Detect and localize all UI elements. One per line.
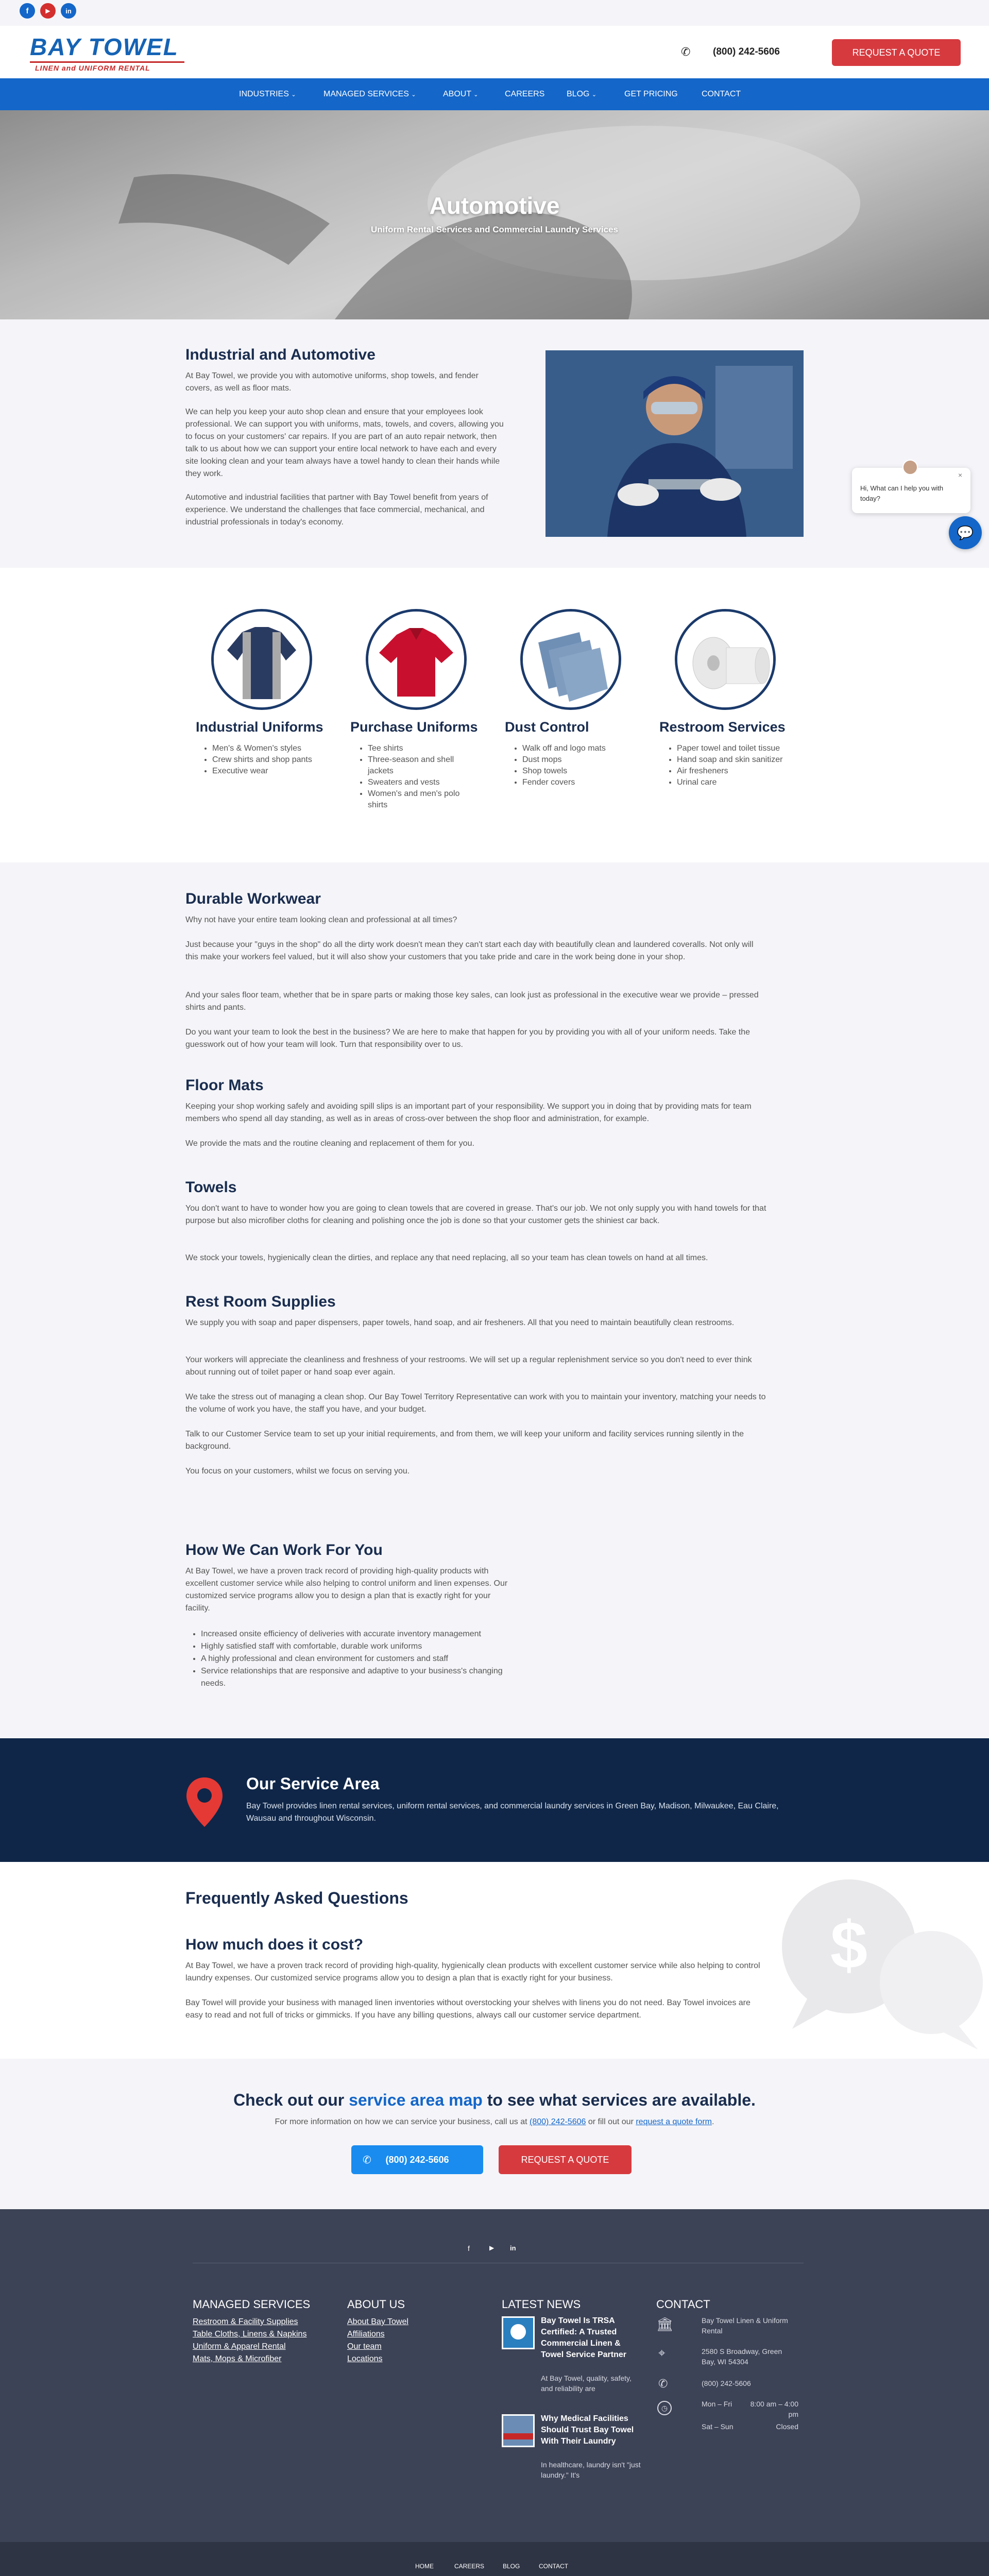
list-item: • Paper towel and toilet tissue [677,743,800,754]
restroom-paragraph-2: Your workers will appreciate the cleanliness and freshness of your restrooms. We will set up a regular replenishment service so you don't need to ever think about running out of toilet paper or hand soap ever again. [185,1355,752,1377]
logo[interactable]: BAY TOWEL [30,33,179,60]
content-section [0,862,989,1738]
durable-heading: Durable Workwear [185,890,321,907]
page-subtitle: Uniform Rental Services and Commercial Laundry Services [371,225,618,234]
call-button[interactable] [351,2145,483,2174]
faq-question: How much does it cost? [185,1936,364,1953]
service-title: Industrial Uniforms [196,719,323,735]
page-title: Automotive [429,192,560,219]
mechanic-photo [545,350,804,537]
list-item: • Three-season and shell jackets [368,754,476,777]
cta-quote-button[interactable]: REQUEST A QUOTE [499,2145,632,2174]
durable-paragraph-3: And your sales floor team, whether that be in spare parts or making those key sales, can look just as professional in the executive wear we provide – pressed shirts and pants. [185,991,759,1012]
location-icon: ⌖ [658,2346,666,2360]
chat-popup[interactable] [852,468,970,513]
list-item: • Walk off and logo mats [522,743,630,754]
list-item: • Tee shirts [368,743,476,754]
chevron-down-icon: ⌄ [591,92,597,98]
pricing-bubble-icon [761,1874,989,2059]
chevron-down-icon: ⌄ [473,92,479,98]
cta-subtext-text: or fill out our [586,2117,636,2126]
svg-text:$: $ [830,1907,868,1982]
footer-link[interactable]: About Bay Towel [347,2317,408,2326]
service-area-heading: Our Service Area [246,1774,380,1793]
dust-control-image [520,609,621,710]
footer-link[interactable]: Mats, Mops & Microfiber [193,2354,282,2363]
bottom-bar [0,2542,989,2576]
how-heading: How We Can Work For You [185,1541,383,1558]
service-title: Purchase Uniforms [350,719,478,735]
floor-paragraph-2: We provide the mats and the routine cleaning and replacement of them for you. [185,1139,474,1148]
hours-value: 8:00 am – 4:00 pm [750,2400,798,2418]
list-item: • Shop towels [522,766,630,777]
service-title: Restroom Services [659,719,786,735]
service-area-map-link[interactable]: service area map [349,2091,483,2109]
nav-item-get-pricing[interactable]: GET PRICING [624,90,678,98]
bottom-link-contact[interactable]: CONTACT [539,2563,569,2570]
about-us-title: ABOUT US [347,2298,405,2311]
footer-link[interactable]: Affiliations [347,2330,385,2338]
footer-link[interactable]: Uniform & Apparel Rental [193,2342,286,2351]
intro-paragraph-3: Automotive and industrial facilities that partner with Bay Towel benefit from years of experience. We understand the challenges that face commercial, mechanical, and industrial professionals in today's economy. [185,493,488,527]
cta-section [0,2059,989,2209]
faq-answer-2: Bay Towel will provide your business with managed linen inventories without overstocking your shelves with linens you do not need. Bay Towel invoices are easy to read and not full of tricks or gimmicks. If you have any billing questions, always call our customer service department. [185,1998,751,2020]
facebook-icon[interactable]: f [20,3,35,19]
hours-value: Closed [776,2422,798,2431]
floor-paragraph-1: Keeping your shop working safely and avoiding spill slips is an important part of your responsibility. We support you in doing that by providing mats for team members who spend all day standing, as well as in areas of cross-over between the shop floor and administration, for example. [185,1102,752,1123]
towels-paragraph-1: You don't want to have to wonder how you are going to clean towels that are covered in grease. That's our job. We not only supply you with hand towels for that purpose but also microfiber cloths for cleaning and polishing once the job is done so that your customer gets the shiniest car back. [185,1204,766,1225]
how-paragraph: At Bay Towel, we have a proven track record of providing high-quality products with excellent customer service while also helping to control uniform and linen expenses. Our customized service programs allow you to design a plan that is exactly right for your facility. [185,1567,508,1613]
durable-paragraph-4: Do you want your team to look the best in the business? We are here to make that happen for you by providing you with all of your uniform needs. Take the guesswork out of how your team will look. Turn that responsibility over to us. [185,1028,751,1049]
bottom-link-home[interactable]: HOME [415,2563,434,2570]
industrial-uniforms-image [211,609,312,710]
list-item: • Women's and men's polo shirts [368,788,476,811]
service-list [667,743,800,788]
logo-underline [30,61,184,63]
service-list [512,743,630,788]
cta-subtext [0,2117,989,2127]
nav-item-about[interactable]: ABOUT ⌄ [443,90,479,98]
list-item: • A highly professional and clean environment for customers and staff [201,1653,515,1665]
durable-paragraph-2: Just because your "guys in the shop" do all the dirty work doesn't mean they can't start each day with beautifully clean and laundered coveralls. Not only will this make your workers feel valued, but it will also show your customers that you take pride and care in the work being done in your shop. [185,940,754,961]
faq-answer-1: At Bay Towel, we have a proven track record of providing high-quality, hygienically clean products with excellent customer service while also helping to control laundry expenses. Our customized service programs allow you to design a plan that is exactly right for your business. [185,1961,760,1982]
company-name: Bay Towel Linen & Uniform Rental [702,2316,788,2335]
footer-link[interactable]: Locations [347,2354,383,2363]
nav-item-careers[interactable]: CAREERS [505,90,545,98]
service-area-band [0,1738,989,1862]
linkedin-icon[interactable]: in [61,3,76,19]
restroom-heading: Rest Room Supplies [185,1293,336,1310]
service-list [202,743,326,777]
news-thumbnail[interactable] [502,2316,535,2349]
close-icon[interactable]: × [958,471,963,479]
restroom-paragraph-3: We take the stress out of managing a clean shop. Our Bay Towel Territory Representative can work with you to maintain your inventory, matching your needs to the volume of work you have, the staff you have, and your budget. [185,1393,766,1414]
clock-icon: ◷ [657,2401,672,2415]
nav-item-industries[interactable]: INDUSTRIES ⌄ [239,90,296,98]
hours-label: Sat – Sun [702,2422,734,2431]
main-nav [0,78,989,110]
bottom-link-blog[interactable]: BLOG [503,2563,520,2570]
chevron-down-icon: ⌄ [291,92,296,98]
service-area-text: Bay Towel provides linen rental services, uniform rental services, and commercial laundry services in Green Bay, Madison, Milwaukee, Eau Claire, Wausau and throughout Wisconsin. [246,1802,779,1823]
news-title[interactable]: Bay Towel Is TRSA Certified: A Trusted Commercial Linen & Towel Service Partner [541,2316,626,2359]
call-button-label: (800) 242-5606 [385,2154,449,2165]
service-title: Dust Control [505,719,589,735]
cta-subtext-text: . [711,2117,714,2126]
list-item: • Dust mops [522,754,630,766]
restroom-paragraph-5: You focus on your customers, whilst we focus on serving you. [185,1467,410,1476]
map-pin-icon [184,1775,225,1829]
news-excerpt: In healthcare, laundry isn't "just laundry." It's [541,2461,641,2479]
intro-section [0,319,989,568]
faq-section [0,1862,989,2059]
intro-heading: Industrial and Automotive [185,346,376,363]
nav-item-blog[interactable]: BLOG ⌄ [567,90,597,98]
list-item: • Fender covers [522,777,630,788]
footer-phone[interactable]: (800) 242-5606 [702,2379,751,2387]
chevron-down-icon: ⌄ [411,92,416,98]
durable-paragraph-1: Why not have your entire team looking clean and professional at all times? [185,916,457,924]
nav-item-managed-services[interactable]: MANAGED SERVICES ⌄ [323,90,416,98]
towels-paragraph-2: We stock your towels, hygienically clean the dirties, and replace any that need replacing, all so your team has clean towels on hand at all times. [185,1253,708,1262]
floor-mats-heading: Floor Mats [185,1077,264,1094]
list-item: • Increased onsite efficiency of deliveries with accurate inventory management [201,1628,515,1640]
social-bar [0,0,989,26]
chat-launcher-icon[interactable]: 💬 [949,516,982,549]
service-list [357,743,476,811]
youtube-icon[interactable]: ▶ [489,2244,494,2251]
list-item: • Air fresheners [677,766,800,777]
restroom-paragraph-4: Talk to our Customer Service team to set up your initial requirements, and from them, we will keep your uniform and facility services running silently in the background. [185,1430,744,1451]
facebook-icon[interactable]: f [468,2244,470,2252]
faq-heading: Frequently Asked Questions [185,1889,408,1907]
list-item: • Executive wear [212,766,326,777]
site-header [0,26,989,78]
header-phone[interactable]: (800) 242-5606 [713,46,780,57]
building-icon: 🏛 [656,2316,674,2332]
news-thumbnail[interactable] [502,2414,535,2447]
intro-paragraph-1: At Bay Towel, we provide you with automotive uniforms, shop towels, and fender covers, as well as floor mats. [185,371,479,393]
towels-heading: Towels [185,1179,237,1196]
bottom-link-careers[interactable]: CAREERS [454,2563,485,2570]
managed-services-title: MANAGED SERVICES [193,2298,311,2311]
purchase-uniforms-image [366,609,467,710]
list-item: • Urinal care [677,777,800,788]
footer-link[interactable]: Our team [347,2342,382,2351]
intro-paragraph-2: We can help you keep your auto shop clean and ensure that your employees look professional. We can support you with uniforms, mats, towels, and covers, allowing you to focus on your customers' car repairs. If you are part of an auto repair network, then talk to us about how we can support your entire local network to have each and every site looking clean and your team always have a towel handy to clean their hands while they work. [185,408,504,478]
chat-message: Hi, What can I help you with today? [860,484,944,502]
phone-icon: ✆ [363,2154,371,2166]
list-item: • Men's & Women's styles [212,743,326,754]
restroom-paragraph-1: We supply you with soap and paper dispensers, paper towels, hand soap, and air fresheners. All that you need to maintain beautifully clean restrooms. [185,1318,735,1327]
news-excerpt: At Bay Towel, quality, safety, and reliability are [541,2374,632,2393]
site-footer [0,2209,989,2542]
cta-heading [0,2091,989,2110]
footer-link[interactable]: Table Cloths, Linens & Napkins [193,2330,307,2338]
news-title[interactable]: Why Medical Facilities Should Trust Bay Towel With Their Laundry [541,2414,634,2446]
cta-subtext-text: For more information on how we can service your business, call us at [275,2117,530,2126]
hero-banner [0,110,989,319]
request-quote-button[interactable]: REQUEST A QUOTE [832,39,961,66]
phone-icon: ✆ [681,45,691,58]
list-item: • Sweaters and vests [368,777,476,788]
latest-news-title: LATEST NEWS [502,2298,581,2311]
cta-heading-text: to see what services are available. [482,2091,756,2109]
company-address: 2580 S Broadway, Green Bay, WI 54304 [702,2347,782,2366]
restroom-services-image [675,609,776,710]
cta-heading-text: Check out our [233,2091,349,2109]
youtube-icon[interactable]: ▶ [40,3,56,19]
phone-icon: ✆ [658,2377,668,2390]
list-item: • Hand soap and skin sanitizer [677,754,800,766]
nav-item-contact[interactable]: CONTACT [702,90,741,98]
footer-link[interactable]: Restroom & Facility Supplies [193,2317,298,2326]
contact-title: CONTACT [656,2298,710,2311]
list-item: • Crew shirts and shop pants [212,754,326,766]
how-list [196,1628,515,1690]
list-item: • Highly satisfied staff with comfortable, durable work uniforms [201,1640,515,1653]
services-section [0,568,989,862]
logo-tagline: LINEN and UNIFORM RENTAL [35,64,150,72]
agent-avatar [902,460,918,475]
quote-form-link[interactable]: request a quote form [636,2117,712,2126]
hours-label: Mon – Fri [702,2400,732,2408]
list-item: • Service relationships that are responsive and adaptive to your business's changing needs. [201,1665,515,1690]
cta-phone-link[interactable]: (800) 242-5606 [529,2117,586,2126]
linkedin-icon[interactable]: in [510,2244,516,2252]
